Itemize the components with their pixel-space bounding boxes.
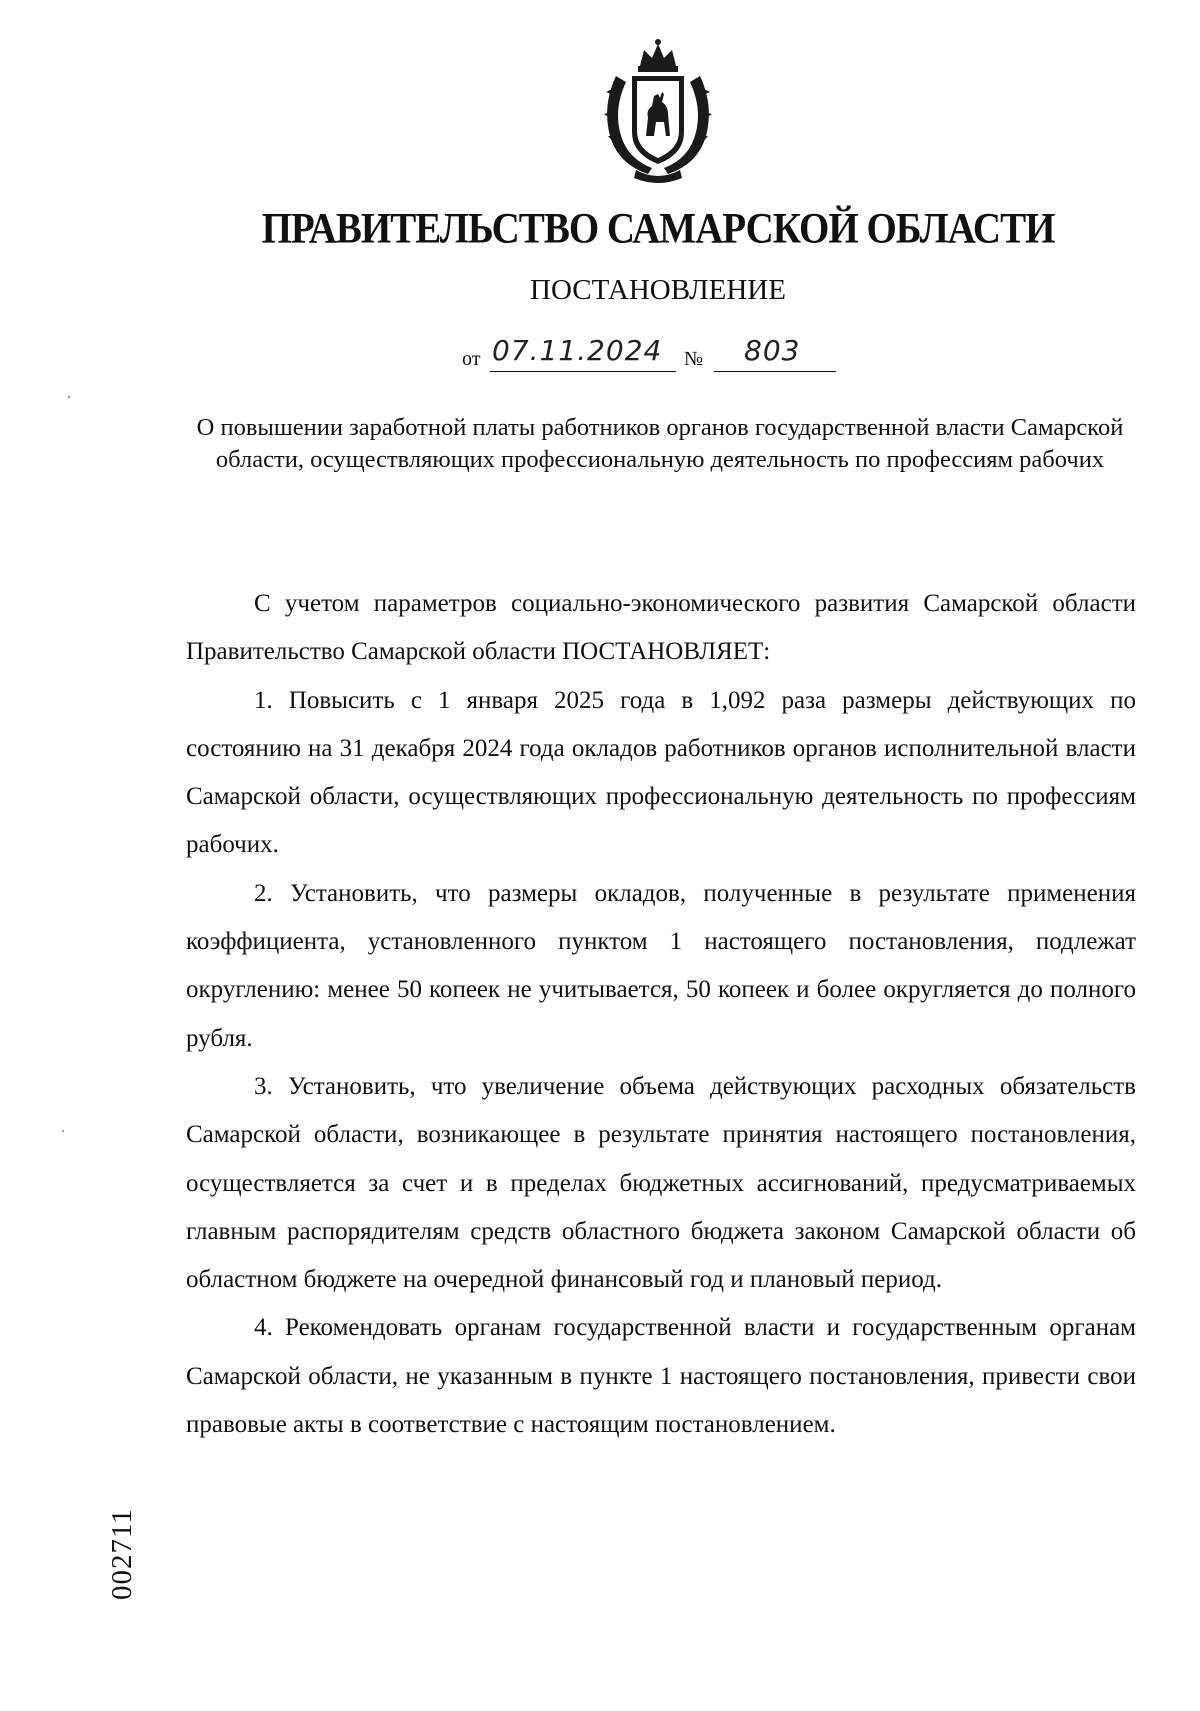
document-body — [186, 580, 1136, 1449]
document-type: ПОСТАНОВЛЕНИЕ — [530, 274, 786, 306]
preamble-paragraph: С учетом параметров социально-экономического развития Самарской области Правительство Самарской области ПОСТАНОВЛЯЕТ: — [186, 590, 1136, 666]
item-3-paragraph: 3. Установить, что увеличение объема действующих расходных обязательств Самарской области, возникающее в результате принятия настоящего постановления, осуществляется за счет и в пределах бюджетных ассигнований, предусматриваемых главным распорядителям средств областного бюджета законом Самарской области об областном бюджете на очередной финансовый год и плановый период. — [186, 1072, 1136, 1294]
scan-artifact — [68, 396, 70, 398]
number-prefix: № — [684, 348, 704, 370]
date-number-line — [462, 334, 862, 374]
date-prefix: от — [462, 348, 481, 370]
handwritten-number: 803 — [744, 334, 801, 367]
scan-artifact — [62, 1130, 64, 1132]
handwritten-date: 07.11.2024 — [492, 334, 663, 367]
document-subject: О повышении заработной платы работников органов государственной власти Самарской области, осуществляющих профессиональную деятельность по профессиям рабочих — [196, 414, 1124, 473]
item-2-paragraph: 2. Установить, что размеры окладов, полученные в результате применения коэффициента, установленного пунктом 1 настоящего постановления, подлежат округлению: менее 50 копеек не учитывается, 50 копеек и более округляется до полного рубля. — [186, 879, 1136, 1052]
number-underline — [714, 371, 836, 372]
date-underline — [490, 371, 676, 372]
government-title: ПРАВИТЕЛЬСТВО САМАРСКОЙ ОБЛАСТИ — [261, 204, 1055, 253]
item-4-paragraph: 4. Рекомендовать органам государственной власти и государственным органам Самарской области, не указанным в пункте 1 настоящего постановления, привести свои правовые акты в соответствие с настоящим постановлением. — [186, 1314, 1136, 1439]
item-1-paragraph: 1. Повысить с 1 января 2025 года в 1,092 раза размеры действующих по состоянию на 31 декабря 2024 года окладов работников органов исполнительной власти Самарской области, осуществляющих профессиональную деятельность по профессиям рабочих. — [186, 686, 1136, 859]
samara-coat-of-arms-icon — [596, 36, 720, 186]
side-serial-number: 002711 — [106, 1508, 138, 1600]
